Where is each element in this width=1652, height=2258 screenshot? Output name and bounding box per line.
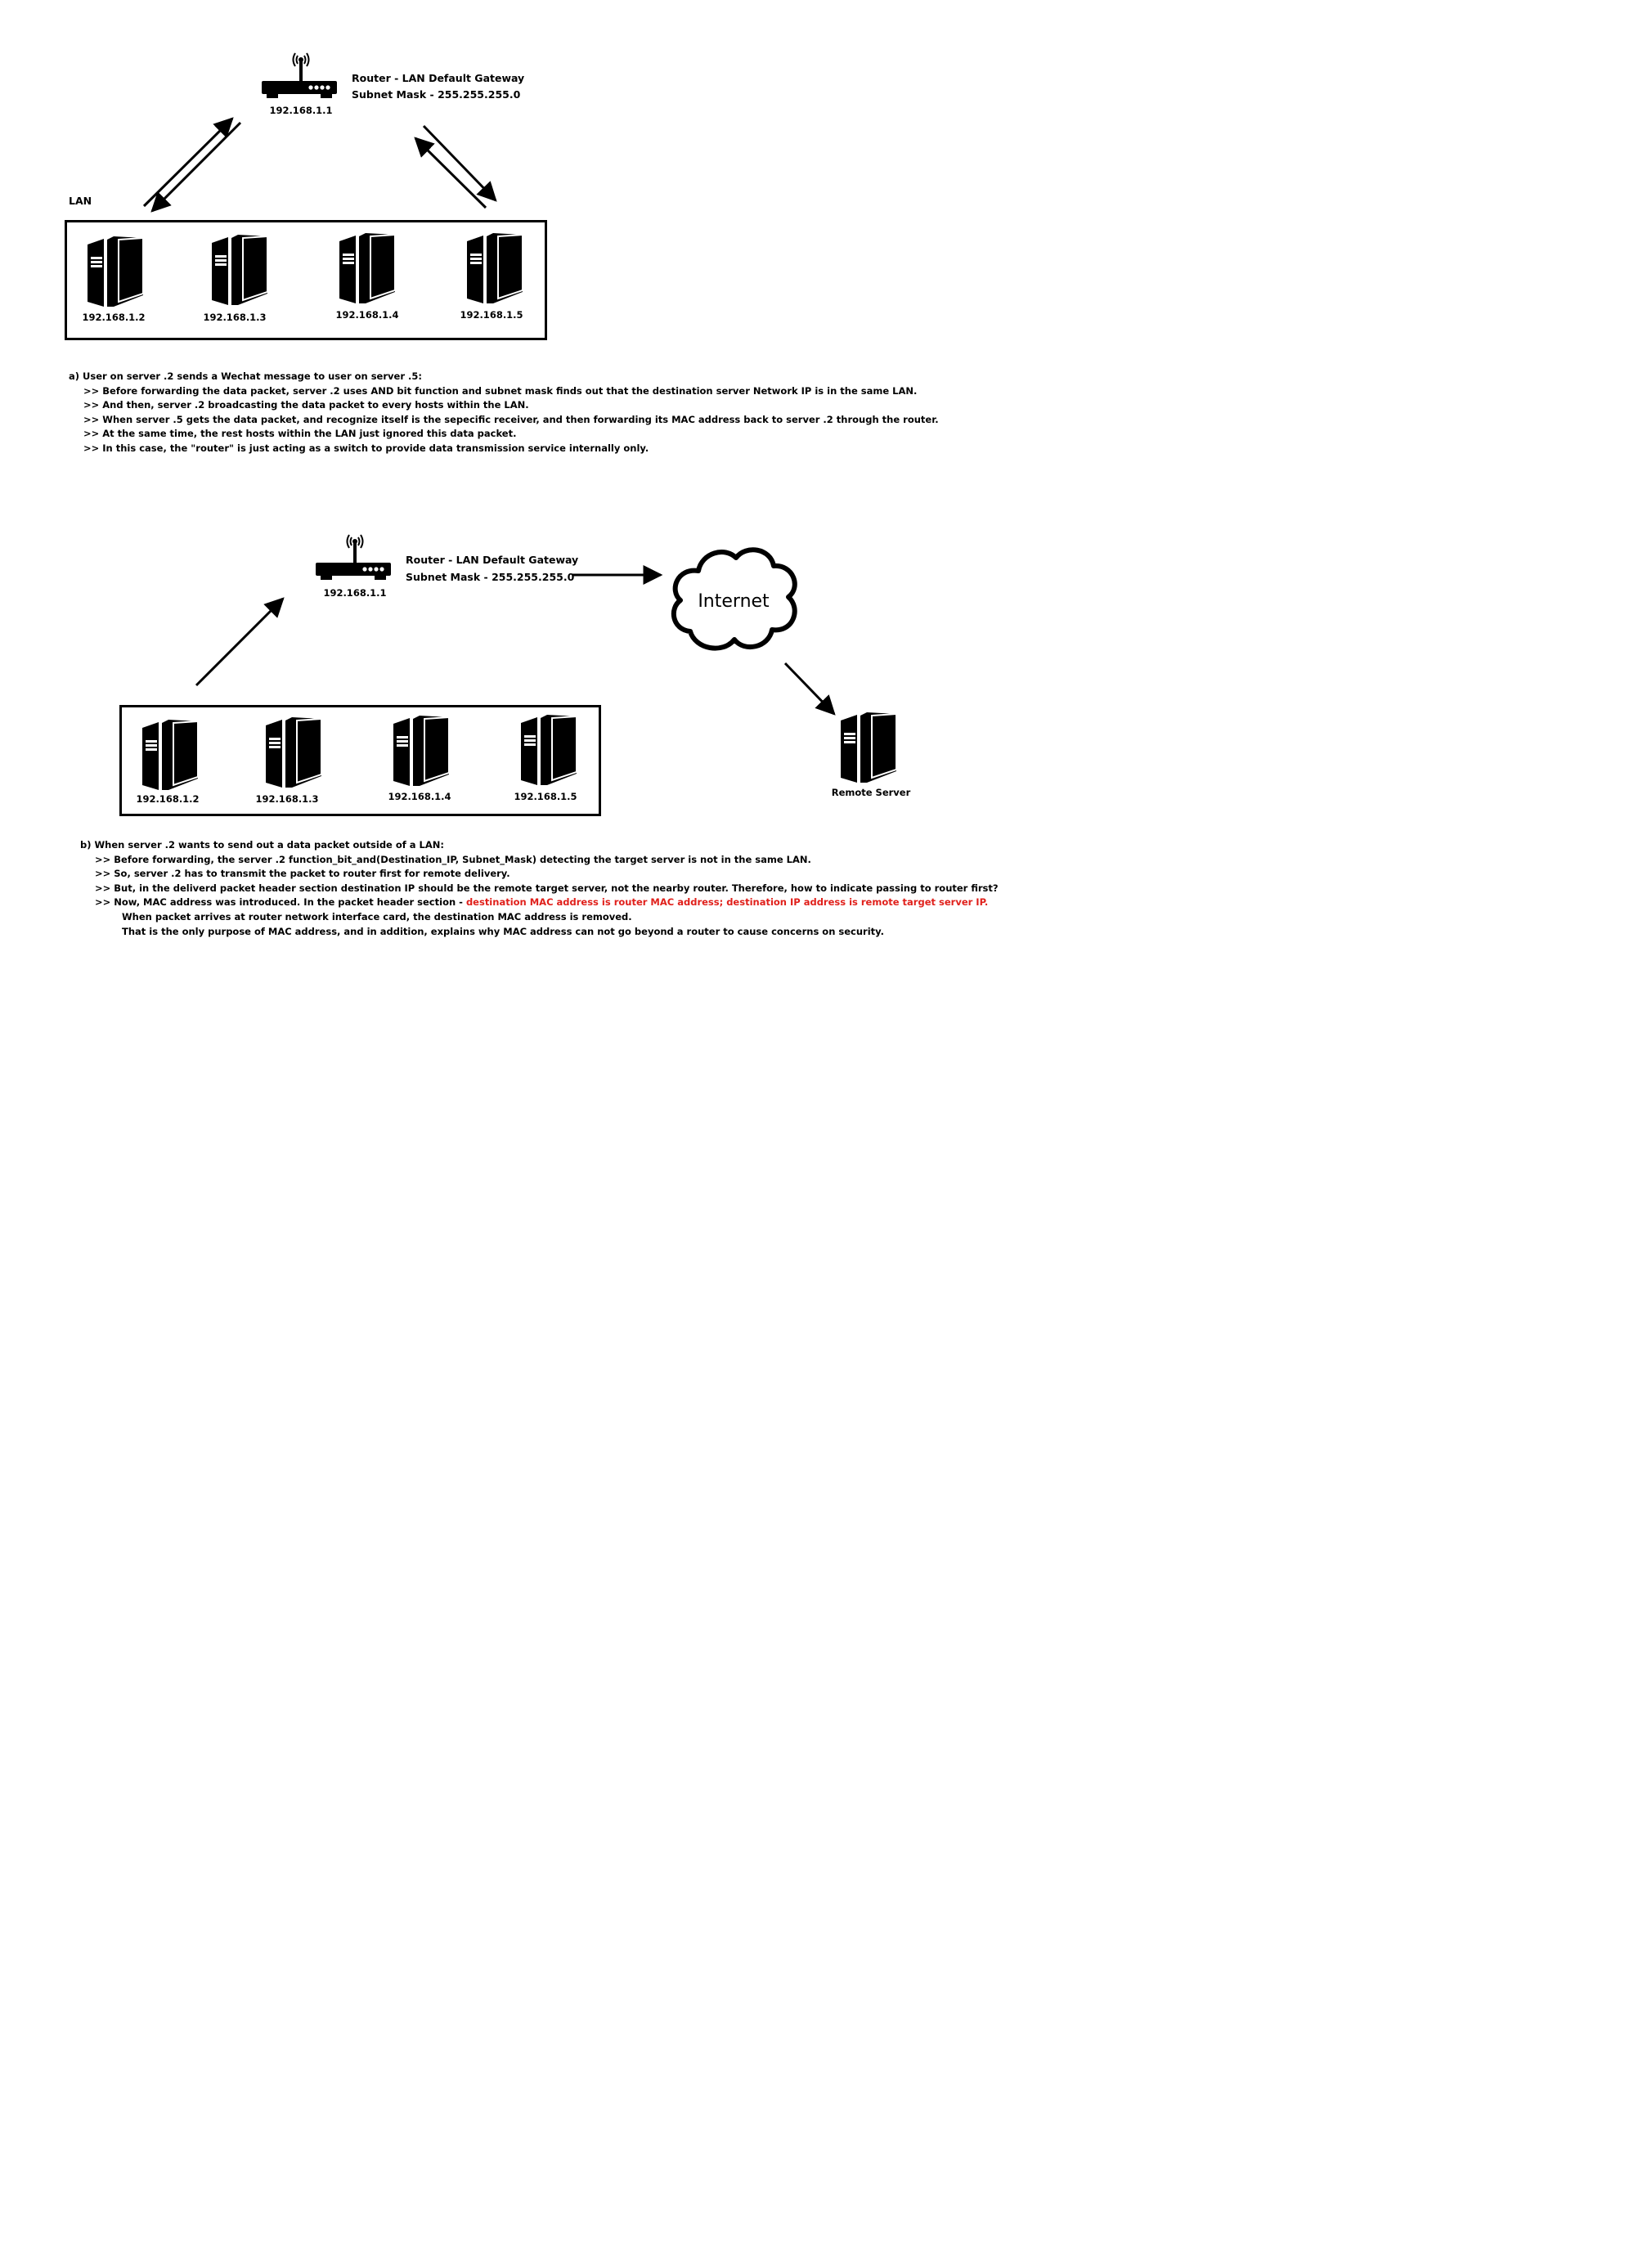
cloud-label: Internet	[698, 591, 770, 612]
server-tower-icon	[266, 717, 321, 788]
server-ip: 192.168.1.3	[255, 793, 319, 805]
notes-line: >> So, server .2 has to transmit the packet to router first for remote delivery.	[95, 868, 510, 880]
server-tower-icon	[339, 233, 395, 303]
server-tower-icon	[88, 236, 143, 307]
cloud-icon	[666, 543, 801, 658]
server-ip: 192.168.1.2	[82, 312, 146, 323]
remote-server-label: Remote Server	[831, 787, 911, 798]
notes-line: >> But, in the deliverd packet header section destination IP should be the remote target server, not the nearby router. Therefore, how to indicate passing to router first?	[95, 882, 999, 894]
notes-line: >> Before forwarding the data packet, server .2 uses AND bit function and subnet mask finds out that the destination server Network IP is in the same LAN.	[83, 384, 918, 397]
router-title: Router - LAN Default Gateway	[352, 72, 525, 84]
server-ip: 192.168.1.5	[460, 309, 523, 321]
router-title: Router - LAN Default Gateway	[406, 554, 579, 566]
server-tower-icon	[841, 712, 896, 783]
notes-heading: a) User on server .2 sends a Wechat message to user on server .5:	[69, 370, 422, 382]
notes-line: >> And then, server .2 broadcasting the data packet to every hosts within the LAN.	[83, 399, 529, 411]
server-ip: 192.168.1.4	[335, 309, 399, 321]
router-subnet: Subnet Mask - 255.255.255.0	[406, 571, 575, 583]
server-ip: 192.168.1.4	[388, 791, 451, 802]
router-ip: 192.168.1.1	[269, 105, 333, 116]
notes-line: >> Before forwarding, the server .2 function_bit_and(Destination_IP, Subnet_Mask) detecting the target server is not in the same LAN.	[95, 853, 811, 865]
server-ip: 192.168.1.2	[136, 793, 200, 805]
notes-heading: b) When server .2 wants to send out a data packet outside of a LAN:	[80, 839, 444, 851]
arrow-down-to-lan	[152, 123, 240, 211]
server-tower-icon	[212, 235, 267, 305]
arrow-down-to-server-5	[424, 126, 496, 200]
arrow-up-to-router	[144, 119, 232, 206]
notes-line-mac	[80, 896, 999, 910]
lan-label: LAN	[69, 195, 92, 207]
router-ip: 192.168.1.1	[323, 587, 387, 599]
arrow-to-remote	[785, 663, 834, 714]
notes-line: >> In this case, the "router" is just acting as a switch to provide data transmission service internally only.	[83, 442, 649, 454]
server-ip: 192.168.1.5	[514, 791, 577, 802]
arrow-up-from-server-5	[415, 138, 486, 208]
notes-line: When packet arrives at router network interface card, the destination MAC address is removed.	[122, 910, 632, 923]
server-tower-icon	[142, 720, 198, 790]
notes-a	[69, 370, 939, 456]
router-subnet: Subnet Mask - 255.255.255.0	[352, 88, 521, 101]
notes-line-prefix: >> Now, MAC address was introduced. In the packet header section -	[95, 896, 466, 909]
notes-line: >> When server .5 gets the data packet, and recognize itself is the sepecific receiver, and then forwarding its MAC address back to server .2 through the router.	[83, 413, 939, 425]
server-tower-icon	[393, 716, 449, 786]
arrow-to-router	[196, 599, 283, 685]
notes-highlight: destination MAC address is router MAC address; destination IP address is remote target server IP.	[465, 896, 989, 909]
notes-line: That is the only purpose of MAC address, and in addition, explains why MAC address can not go beyond a router to cause concerns on security.	[122, 925, 884, 937]
notes-b	[80, 838, 999, 939]
server-ip: 192.168.1.3	[203, 312, 267, 323]
server-tower-icon	[521, 715, 577, 785]
notes-line: >> At the same time, the rest hosts within the LAN just ignored this data packet.	[83, 428, 517, 440]
server-tower-icon	[467, 233, 523, 303]
